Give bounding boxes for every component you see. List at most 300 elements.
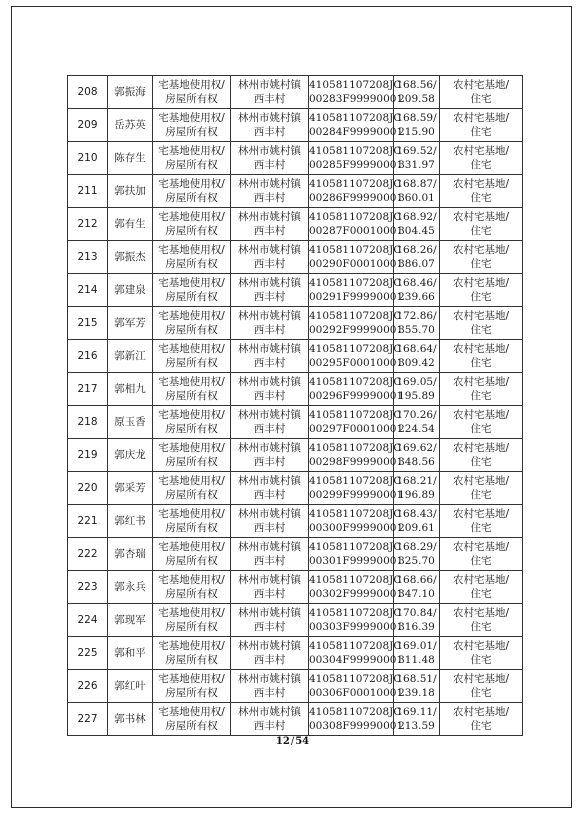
cell-location: [231, 637, 309, 670]
cell-unit-code-line: 00301F99990001: [309, 555, 404, 567]
cell-usage-line: 农村宅基地/: [452, 145, 510, 157]
page-separator: /: [290, 736, 295, 747]
cell-unit-code: [309, 505, 404, 538]
cell-area-line: 169.01/: [396, 640, 437, 652]
cell-right-type-line: 宅基地使用权/: [158, 79, 225, 91]
cell-right-type: [153, 142, 231, 175]
cell-number: 214: [68, 274, 108, 307]
cell-right-type-line: 宅基地使用权/: [158, 508, 225, 520]
cell-usage-line: 住宅: [470, 654, 492, 666]
cell-area-line: 325.70: [398, 555, 435, 567]
cell-number: 215: [68, 307, 108, 340]
cell-area-line: 169.05/: [396, 376, 437, 388]
cell-area-line: 170.26/: [396, 409, 437, 421]
cell-area-line: 196.89: [398, 489, 435, 501]
cell-location-line: 西丰村: [253, 324, 286, 336]
cell-location-line: 林州市姚村镇: [238, 706, 301, 718]
cell-area: [394, 538, 440, 571]
cell-right-type: [153, 472, 231, 505]
cell-right-type-line: 宅基地使用权/: [158, 442, 225, 454]
cell-location-line: 西丰村: [253, 456, 286, 468]
registration-table: [67, 75, 523, 736]
cell-area-line: 169.52/: [396, 145, 437, 157]
cell-area-line: 239.18: [398, 687, 435, 699]
cell-area-line: 168.92/: [396, 211, 437, 223]
cell-location-line: 西丰村: [253, 357, 286, 369]
cell-area: [394, 406, 440, 439]
cell-usage-line: 住宅: [470, 324, 492, 336]
cell-owner-name: 郭杏瑞: [108, 538, 153, 571]
cell-unit-code-line: 410581107208JC: [309, 79, 402, 91]
cell-location-line: 西丰村: [253, 192, 286, 204]
cell-right-type: [153, 406, 231, 439]
cell-owner-name: 郭庆龙: [108, 439, 153, 472]
cell-usage: [440, 175, 523, 208]
cell-right-type-line: 房屋所有权: [165, 225, 218, 237]
cell-right-type: [153, 538, 231, 571]
cell-owner-name: 郭相九: [108, 373, 153, 406]
cell-right-type-line: 宅基地使用权/: [158, 706, 225, 718]
table-row: [68, 175, 523, 208]
cell-number: 219: [68, 439, 108, 472]
table-row: [68, 208, 523, 241]
cell-area: [394, 703, 440, 736]
cell-unit-code: [309, 439, 404, 472]
cell-area-line: 168.66/: [396, 574, 437, 586]
cell-owner-name: 郭有生: [108, 208, 153, 241]
cell-area-line: 316.39: [398, 621, 435, 633]
table-row: [68, 604, 523, 637]
cell-unit-code-line: 410581107208JC: [309, 508, 402, 520]
cell-area-line: 213.59: [398, 720, 435, 732]
cell-owner-name: 郭和平: [108, 637, 153, 670]
cell-location: [231, 604, 309, 637]
cell-unit-code-line: 410581107208JC: [309, 607, 402, 619]
cell-unit-code: [309, 307, 404, 340]
table-row: [68, 76, 523, 109]
cell-location: [231, 373, 309, 406]
cell-right-type-line: 宅基地使用权/: [158, 211, 225, 223]
cell-owner-name: 郭现军: [108, 604, 153, 637]
cell-owner-name: 郭永兵: [108, 571, 153, 604]
cell-location-line: 西丰村: [253, 654, 286, 666]
cell-right-type-line: 宅基地使用权/: [158, 574, 225, 586]
cell-usage-line: 住宅: [470, 522, 492, 534]
cell-right-type-line: 宅基地使用权/: [158, 409, 225, 421]
cell-location: [231, 175, 309, 208]
cell-unit-code-line: 410581107208JC: [309, 310, 402, 322]
cell-unit-code-line: 410581107208JC: [309, 112, 402, 124]
cell-usage: [440, 472, 523, 505]
cell-area-line: 168.59/: [396, 112, 437, 124]
cell-number: 221: [68, 505, 108, 538]
cell-usage: [440, 538, 523, 571]
cell-location: [231, 571, 309, 604]
cell-area-line: 169.62/: [396, 442, 437, 454]
cell-location-line: 西丰村: [253, 93, 286, 105]
cell-number: 217: [68, 373, 108, 406]
cell-area-line: 168.26/: [396, 244, 437, 256]
cell-owner-name: 郭振杰: [108, 241, 153, 274]
cell-location-line: 西丰村: [253, 258, 286, 270]
cell-unit-code-line: 00306F00010001: [309, 687, 404, 699]
cell-usage: [440, 571, 523, 604]
cell-area-line: 309.42: [398, 357, 435, 369]
cell-location-line: 林州市姚村镇: [238, 475, 301, 487]
cell-unit-code-line: 00286F99990001: [309, 192, 404, 204]
table-row: [68, 538, 523, 571]
cell-right-type: [153, 208, 231, 241]
table-row: [68, 307, 523, 340]
cell-usage-line: 农村宅基地/: [452, 376, 510, 388]
cell-area: [394, 670, 440, 703]
table-row: [68, 340, 523, 373]
cell-right-type-line: 宅基地使用权/: [158, 145, 225, 157]
cell-usage: [440, 439, 523, 472]
cell-unit-code-line: 410581107208JC: [309, 277, 402, 289]
cell-right-type-line: 房屋所有权: [165, 159, 218, 171]
cell-usage: [440, 505, 523, 538]
cell-right-type-line: 房屋所有权: [165, 291, 218, 303]
cell-location: [231, 142, 309, 175]
cell-number: 220: [68, 472, 108, 505]
cell-area-line: 311.48: [398, 654, 435, 666]
cell-location-line: 林州市姚村镇: [238, 541, 301, 553]
cell-usage-line: 农村宅基地/: [452, 640, 510, 652]
cell-usage-line: 住宅: [470, 192, 492, 204]
cell-unit-code-line: 00292F99990001: [309, 324, 404, 336]
cell-area: [394, 637, 440, 670]
cell-owner-name: 郭红叶: [108, 670, 153, 703]
cell-location: [231, 406, 309, 439]
cell-usage-line: 住宅: [470, 225, 492, 237]
cell-location-line: 林州市姚村镇: [238, 79, 301, 91]
cell-right-type: [153, 373, 231, 406]
cell-unit-code-line: 410581107208JC: [309, 706, 402, 718]
cell-area-line: 304.45: [398, 225, 435, 237]
cell-location-line: 西丰村: [253, 126, 286, 138]
cell-unit-code-line: 410581107208JC: [309, 442, 402, 454]
cell-usage-line: 农村宅基地/: [452, 442, 510, 454]
cell-unit-code: [309, 538, 404, 571]
cell-location-line: 林州市姚村镇: [238, 310, 301, 322]
cell-unit-code-line: 410581107208JC: [309, 673, 402, 685]
cell-area-line: 224.54: [398, 423, 435, 435]
cell-unit-code: [309, 373, 404, 406]
cell-number: 210: [68, 142, 108, 175]
cell-area: [394, 142, 440, 175]
cell-location: [231, 538, 309, 571]
cell-location-line: 西丰村: [253, 522, 286, 534]
cell-usage: [440, 274, 523, 307]
cell-unit-code: [309, 175, 404, 208]
cell-right-type: [153, 241, 231, 274]
cell-location-line: 林州市姚村镇: [238, 145, 301, 157]
cell-usage-line: 农村宅基地/: [452, 79, 510, 91]
cell-location-line: 西丰村: [253, 423, 286, 435]
cell-usage-line: 住宅: [470, 357, 492, 369]
cell-unit-code: [309, 571, 404, 604]
cell-unit-code-line: 410581107208JC: [309, 409, 402, 421]
cell-usage: [440, 307, 523, 340]
cell-right-type-line: 宅基地使用权/: [158, 277, 225, 289]
cell-right-type-line: 房屋所有权: [165, 357, 218, 369]
cell-unit-code: [309, 472, 404, 505]
cell-unit-code-line: 00308F99990001: [309, 720, 404, 732]
table-row: [68, 505, 523, 538]
cell-usage-line: 农村宅基地/: [452, 211, 510, 223]
cell-owner-name: 岳苏英: [108, 109, 153, 142]
table-row: [68, 637, 523, 670]
cell-number: 224: [68, 604, 108, 637]
cell-unit-code-line: 00284F99990001: [309, 126, 404, 138]
cell-right-type-line: 房屋所有权: [165, 192, 218, 204]
cell-unit-code-line: 00299F99990001: [309, 489, 404, 501]
cell-right-type-line: 宅基地使用权/: [158, 112, 225, 124]
table-row: [68, 703, 523, 736]
cell-usage-line: 住宅: [470, 390, 492, 402]
cell-area: [394, 373, 440, 406]
cell-right-type-line: 宅基地使用权/: [158, 376, 225, 388]
cell-area: [394, 604, 440, 637]
cell-area-line: 355.70: [398, 324, 435, 336]
cell-unit-code: [309, 703, 404, 736]
cell-unit-code-line: 00287F00010001: [309, 225, 404, 237]
cell-right-type-line: 宅基地使用权/: [158, 673, 225, 685]
cell-location-line: 林州市姚村镇: [238, 673, 301, 685]
cell-unit-code-line: 00291F99990001: [309, 291, 404, 303]
cell-usage-line: 住宅: [470, 291, 492, 303]
cell-area: [394, 274, 440, 307]
cell-number: 223: [68, 571, 108, 604]
table-row: [68, 670, 523, 703]
cell-right-type: [153, 274, 231, 307]
cell-right-type-line: 房屋所有权: [165, 489, 218, 501]
cell-right-type-line: 宅基地使用权/: [158, 475, 225, 487]
cell-unit-code-line: 00285F99990001: [309, 159, 404, 171]
cell-location: [231, 703, 309, 736]
cell-unit-code: [309, 76, 404, 109]
cell-right-type-line: 宅基地使用权/: [158, 607, 225, 619]
cell-right-type-line: 宅基地使用权/: [158, 244, 225, 256]
table-row: [68, 472, 523, 505]
cell-usage: [440, 76, 523, 109]
cell-number: 218: [68, 406, 108, 439]
cell-right-type-line: 宅基地使用权/: [158, 178, 225, 190]
cell-unit-code-line: 410581107208JC: [309, 343, 402, 355]
cell-location-line: 林州市姚村镇: [238, 244, 301, 256]
cell-right-type-line: 房屋所有权: [165, 258, 218, 270]
cell-usage-line: 农村宅基地/: [452, 475, 510, 487]
cell-right-type-line: 房屋所有权: [165, 390, 218, 402]
cell-right-type: [153, 571, 231, 604]
cell-area-line: 195.89: [398, 390, 435, 402]
cell-unit-code-line: 00296F99990001: [309, 390, 404, 402]
cell-unit-code: [309, 604, 404, 637]
cell-unit-code-line: 410581107208JC: [309, 244, 402, 256]
cell-right-type-line: 房屋所有权: [165, 555, 218, 567]
cell-usage: [440, 670, 523, 703]
cell-unit-code-line: 410581107208JC: [309, 211, 402, 223]
cell-unit-code-line: 00300F99990001: [309, 522, 404, 534]
cell-owner-name: 郭建泉: [108, 274, 153, 307]
cell-area-line: 169.11/: [396, 706, 437, 718]
cell-area-line: 168.21/: [396, 475, 437, 487]
cell-area: [394, 571, 440, 604]
cell-usage-line: 住宅: [470, 93, 492, 105]
cell-usage: [440, 340, 523, 373]
cell-number: 225: [68, 637, 108, 670]
cell-owner-name: 原玉香: [108, 406, 153, 439]
cell-usage-line: 住宅: [470, 159, 492, 171]
cell-usage-line: 农村宅基地/: [452, 244, 510, 256]
cell-owner-name: 郭军芳: [108, 307, 153, 340]
cell-unit-code: [309, 637, 404, 670]
cell-location-line: 西丰村: [253, 687, 286, 699]
cell-location: [231, 109, 309, 142]
cell-usage-line: 农村宅基地/: [452, 277, 510, 289]
cell-owner-name: 郭采芳: [108, 472, 153, 505]
cell-usage-line: 农村宅基地/: [452, 310, 510, 322]
cell-location-line: 林州市姚村镇: [238, 112, 301, 124]
cell-right-type-line: 房屋所有权: [165, 720, 218, 732]
cell-usage: [440, 109, 523, 142]
cell-location: [231, 472, 309, 505]
cell-right-type-line: 宅基地使用权/: [158, 310, 225, 322]
cell-area-line: 209.61: [398, 522, 435, 534]
cell-usage: [440, 637, 523, 670]
cell-area-line: 386.07: [398, 258, 435, 270]
cell-area: [394, 208, 440, 241]
cell-unit-code-line: 00303F99990001: [309, 621, 404, 633]
cell-area: [394, 76, 440, 109]
cell-area: [394, 340, 440, 373]
cell-location-line: 林州市姚村镇: [238, 442, 301, 454]
cell-right-type-line: 宅基地使用权/: [158, 541, 225, 553]
cell-area-line: 168.46/: [396, 277, 437, 289]
cell-area: [394, 505, 440, 538]
cell-location-line: 林州市姚村镇: [238, 277, 301, 289]
cell-right-type-line: 宅基地使用权/: [158, 343, 225, 355]
cell-right-type-line: 房屋所有权: [165, 423, 218, 435]
cell-owner-name: 郭书林: [108, 703, 153, 736]
cell-unit-code: [309, 406, 404, 439]
cell-usage-line: 农村宅基地/: [452, 112, 510, 124]
cell-usage-line: 农村宅基地/: [452, 409, 510, 421]
cell-number: 227: [68, 703, 108, 736]
cell-number: 213: [68, 241, 108, 274]
cell-right-type-line: 房屋所有权: [165, 93, 218, 105]
cell-location: [231, 670, 309, 703]
table-row: [68, 571, 523, 604]
cell-usage: [440, 406, 523, 439]
cell-location: [231, 274, 309, 307]
cell-location: [231, 439, 309, 472]
cell-area-line: 172.86/: [396, 310, 437, 322]
cell-unit-code-line: 00298F99990001: [309, 456, 404, 468]
cell-number: 222: [68, 538, 108, 571]
cell-area-line: 168.87/: [396, 178, 437, 190]
cell-unit-code: [309, 142, 404, 175]
cell-area-line: 168.43/: [396, 508, 437, 520]
cell-unit-code-line: 410581107208JC: [309, 178, 402, 190]
cell-usage: [440, 241, 523, 274]
cell-usage: [440, 142, 523, 175]
table-row: [68, 406, 523, 439]
cell-usage-line: 住宅: [470, 588, 492, 600]
cell-usage-line: 住宅: [470, 126, 492, 138]
cell-usage-line: 农村宅基地/: [452, 706, 510, 718]
table-row: [68, 373, 523, 406]
cell-location: [231, 76, 309, 109]
table-row: [68, 142, 523, 175]
cell-usage-line: 农村宅基地/: [452, 574, 510, 586]
cell-location-line: 林州市姚村镇: [238, 178, 301, 190]
cell-area: [394, 109, 440, 142]
cell-unit-code: [309, 670, 404, 703]
cell-area-line: 168.56/: [396, 79, 437, 91]
cell-usage-line: 农村宅基地/: [452, 343, 510, 355]
cell-area: [394, 175, 440, 208]
cell-right-type-line: 房屋所有权: [165, 654, 218, 666]
cell-area-line: 168.29/: [396, 541, 437, 553]
cell-right-type: [153, 307, 231, 340]
cell-location-line: 西丰村: [253, 621, 286, 633]
cell-right-type: [153, 76, 231, 109]
cell-area-line: 168.64/: [396, 343, 437, 355]
cell-area-line: 209.58: [398, 93, 435, 105]
page-number: [0, 736, 585, 747]
cell-usage: [440, 604, 523, 637]
cell-location-line: 林州市姚村镇: [238, 607, 301, 619]
cell-usage-line: 住宅: [470, 621, 492, 633]
cell-right-type: [153, 340, 231, 373]
cell-location-line: 西丰村: [253, 159, 286, 171]
cell-unit-code-line: 410581107208JC: [309, 475, 402, 487]
cell-unit-code: [309, 274, 404, 307]
cell-right-type: [153, 670, 231, 703]
table-row: [68, 241, 523, 274]
cell-usage-line: 住宅: [470, 489, 492, 501]
cell-right-type: [153, 109, 231, 142]
cell-usage-line: 住宅: [470, 720, 492, 732]
cell-location-line: 林州市姚村镇: [238, 409, 301, 421]
cell-unit-code: [309, 340, 404, 373]
cell-usage-line: 住宅: [470, 555, 492, 567]
cell-usage-line: 住宅: [470, 687, 492, 699]
cell-number: 226: [68, 670, 108, 703]
cell-unit-code: [309, 208, 404, 241]
cell-unit-code-line: 410581107208JC: [309, 640, 402, 652]
cell-area-line: 168.51/: [396, 673, 437, 685]
cell-location-line: 西丰村: [253, 489, 286, 501]
cell-unit-code-line: 00302F99990001: [309, 588, 404, 600]
cell-usage: [440, 703, 523, 736]
table-body: [68, 76, 523, 736]
cell-number: 211: [68, 175, 108, 208]
cell-area: [394, 241, 440, 274]
cell-location-line: 林州市姚村镇: [238, 508, 301, 520]
cell-right-type-line: 宅基地使用权/: [158, 640, 225, 652]
cell-area: [394, 439, 440, 472]
cell-location-line: 林州市姚村镇: [238, 574, 301, 586]
cell-right-type-line: 房屋所有权: [165, 687, 218, 699]
cell-area-line: 331.97: [398, 159, 435, 171]
cell-owner-name: 郭红书: [108, 505, 153, 538]
cell-location-line: 西丰村: [253, 390, 286, 402]
cell-usage-line: 住宅: [470, 423, 492, 435]
cell-area-line: 360.01: [398, 192, 435, 204]
